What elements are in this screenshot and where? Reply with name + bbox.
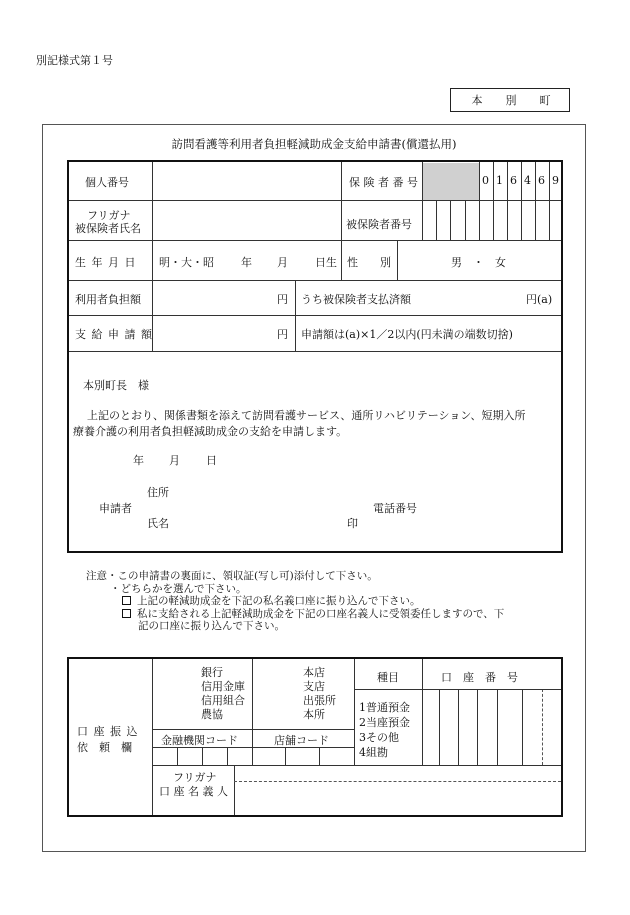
note-line: 注意・この申請書の裏面に、領収証(写し可)添付して下さい。 [86,570,378,582]
label-user-burden: 利用者負担額 [75,293,141,306]
yen-unit: 円 [277,293,288,306]
form-title: 訪問看護等利用者負担軽減助成金支給申請書(償還払用) [171,137,457,151]
label-personal-number: 個人番号 [85,176,129,189]
account-holder-field[interactable] [235,782,561,815]
birthdate-year: 年 [241,256,252,269]
insurer-digit: 0 [482,174,489,187]
insurer-digit: 4 [524,174,531,187]
checkbox-icon[interactable] [122,596,131,605]
note-line: ・どちらかを選んで下さい。 [110,582,247,595]
bank-section-label: 依 頼 欄 [77,741,132,754]
town-char: 別 [505,94,519,107]
town-char: 本 [471,94,485,107]
insurer-digit: 6 [510,174,517,187]
label-name: 氏名 [147,517,169,530]
label-account-number: 口 座 番 号 [441,671,518,684]
branch-option[interactable]: 本所 [303,708,325,721]
option-1[interactable] [86,595,566,608]
date-year: 年 [133,454,144,467]
form-number: 別記様式第１号 [36,54,113,67]
date-month: 月 [169,454,180,467]
town-char: 町 [539,94,553,107]
label-applicant: 申請者 [99,502,132,515]
birthdate-day: 日生 [315,256,337,269]
option-2[interactable] [86,608,566,621]
label-insured-number: 被保険者番号 [346,218,412,231]
application-table [67,160,563,553]
yen-a-unit: 円(a) [526,293,553,306]
addressee: 本別町長 様 [83,379,149,392]
birthdate-eras: 明・大・昭 [159,256,214,269]
option-2-continued: 記の口座に振り込んで下さい。 [138,620,285,632]
insurer-digit: 9 [552,174,559,187]
statement-line: 上記のとおり、関係書類を添えて訪問看護サービス、通所リハビリテーション、短期入所 [87,409,526,422]
seal-mark: 印 [347,517,358,530]
yen-unit: 円 [277,328,288,341]
option-2-text: 私に支給される上記軽減助成金を下記の口座名義人に受領委任しますので、下 [137,607,505,620]
account-type-option[interactable]: 1普通預金 [359,701,410,714]
branch-option[interactable]: 支店 [303,680,325,693]
notes-section [86,570,566,633]
checkbox-icon[interactable] [122,609,131,618]
account-type-option[interactable]: 2当座預金 [359,716,410,729]
insurer-digit: 1 [496,174,503,187]
date-day: 日 [206,454,217,467]
insured-name-field[interactable] [153,201,341,240]
branch-option[interactable]: 出張所 [303,694,336,707]
branch-option[interactable]: 本店 [303,666,325,679]
label-furigana: フリガナ [173,771,217,784]
bank-transfer-table [67,657,563,817]
town-name-box [450,88,570,112]
account-type-option[interactable]: 3その他 [359,731,399,744]
label-insurer-number: 保 険 者 番 号 [349,176,418,189]
account-type-option[interactable]: 4組勘 [359,746,388,759]
institution-option[interactable]: 農協 [201,708,223,721]
institution-option[interactable]: 信用金庫 [201,680,245,693]
label-account-holder: 口 座 名 義 人 [159,785,228,798]
label-furigana: フリガナ [87,209,131,222]
label-branch-code: 店舗コード [274,734,329,747]
label-account-type: 種目 [377,671,399,684]
label-address: 住所 [147,486,169,499]
label-bank-code: 金融機関コード [161,734,238,747]
personal-number-field[interactable] [153,163,341,200]
label-phone: 電話番号 [373,502,417,515]
label-paid-by-insured: うち被保険者支払済額 [301,293,411,306]
option-1-text: 上記の軽減助成金を下記の私名義口座に振り込んで下さい。 [137,595,421,607]
label-sex: 性 別 [347,256,391,269]
statement-line: 療養介護の利用者負担軽減助成金の支給を申請します。 [73,425,348,438]
birthdate-month: 月 [277,256,288,269]
payment-rule: 申請額は(a)×1／2以内(円未満の端数切捨) [301,328,513,341]
label-birthdate: 生 年 月 日 [75,256,137,269]
institution-option[interactable]: 銀行 [201,666,223,679]
institution-option[interactable]: 信用組合 [201,694,245,707]
bank-section-label: 口 座 振 込 [77,725,139,738]
label-payment-amount: 支 給 申 請 額 [75,328,153,341]
insurer-digit: 6 [538,174,545,187]
label-insured-name: 被保険者氏名 [75,222,141,235]
sex-options[interactable]: 男 ・ 女 [451,256,506,269]
